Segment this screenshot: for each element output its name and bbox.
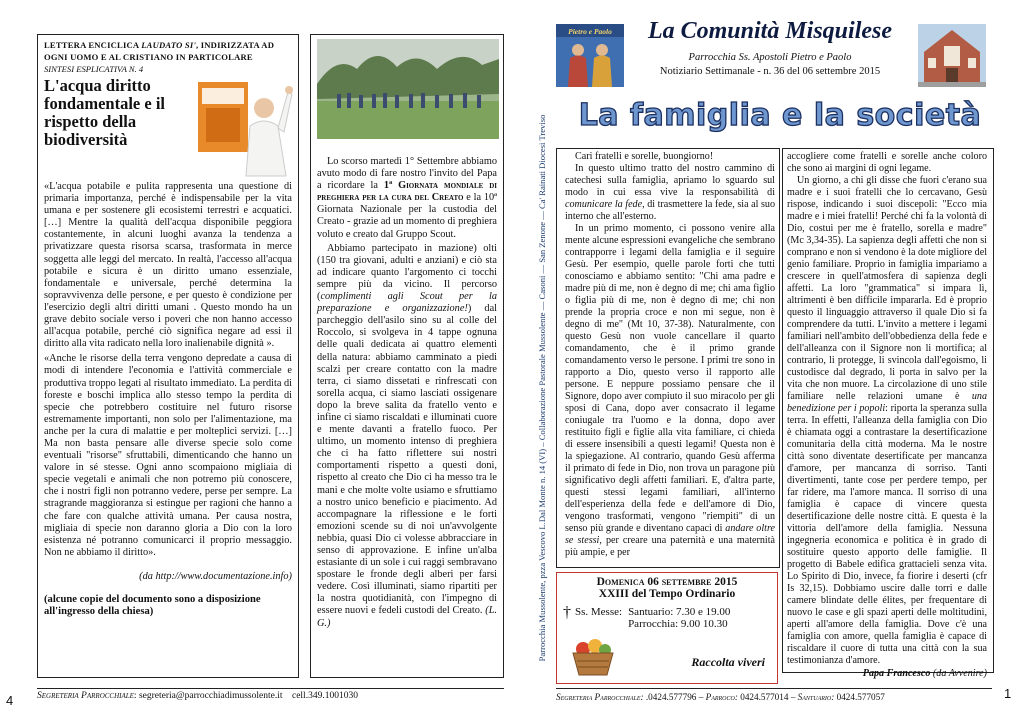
parroco-phone: 0424.577014 bbox=[740, 692, 789, 702]
church-photo bbox=[918, 24, 986, 87]
mass-parrocchia: Parrocchia: 9.00 10.30 bbox=[628, 618, 728, 630]
catechesis-paragraph: Un giorno, a chi gli disse che fuori c'erano sua madre e i suoi fratelli che lo cercavano, Gesù rispose, indicando i suoi discepoli: "Ecco mia madre e i miei fratelli! Perché chi fa la volontà di Dio, costui per me è fratello, sorella e madre" (Mc 3,34-35). La sapienza degli affetti che non si comprano e non si vendono è la dote migliore del genio familiare. Proprio in famiglia impariamo a crescere in quell'atmosfera di sapienza degli affetti. La loro "grammatica" si impara lì, altrimenti è ben difficile impararla. Ed è proprio questo il linguaggio attraverso il quale Dio si fa comprendere da tutti. L'invito a mettere i legami familiari nell'ambito dell'obbedienza della fede e dell'alleanza con il Signore non li mortifica; al contrario, li protegge, li svincola dall'egoismo, li custodisce dal degrado, li porta in salvo per la vita che non muore. La circolazione di uno stile familiare nelle relazioni umane è una benedizione per i popoli: riporta la speranza sulla terra. In effetti, l'alleanza della famiglia con Dio è chiamata oggi a contrastare la desertificazione comunitaria della città moderna. Ma le nostre città sono diventate desertificate per mancanza d'amore, per mancanza di sorriso. Tanti divertimenti, tante cose per perdere tempo, per far ridere, ma l'amore manca. Il sorriso di una famiglia è capace di vincere questa desertificazione delle nostre città. E questa è la vittoria dell'amore della famiglia. Nessuna ingegneria economica e politica è in grado di sostituire questo apporto delle famiglie. Il progetto di Babele edifica grattacieli senza vita. Lo Spirito di Dio, invece, fa fiorire i deserti (cfr Is 32,15). Dobbiamo uscire dalle torri e dalle camere blindate delle élites, per frequentare di nuovo le case e gli spazi aperti delle moltitudini, aperti all'amore della famiglia. Dove c'è una famiglia con amore, quella famiglia è capace di riscaldare il cuore di tutta una città con la sua testimonianza d'amore. bbox=[787, 175, 987, 666]
parish-vertical-strip: Parrocchia Mussolente, pzza Vescovo L.Dal Monte n. 14 (VI) – Collaborazione Pastorale Mussolente — Casoni — San Zenone — Ca' Rainati Diocesi Treviso bbox=[537, 114, 547, 661]
scout-article-column bbox=[310, 34, 504, 678]
scout-article-body bbox=[317, 156, 497, 630]
encyclical-headline: L'acqua diritto fondamentale e il rispetto della biodiversità bbox=[44, 76, 165, 149]
encyclical-body bbox=[44, 181, 292, 559]
scout-article-paragraph: Abbiamo partecipato in mazione) olti (150 tra giovani, adulti e anziani) e ciò sta ad indicare quanto l'argomento ci tocchi sempre più da vicino. Il percorso (complimenti agli Scout per la preparazione e organizzazione!) dal parcheggio dell'asilo sino su al colle del Roccolo, si svolgeva in 4 tappe ognuna delle quali dedicata ai quattro elementi della natura: abbiamo camminato a piedi scalzi per creare contatto con la madre terra, ci siamo dissetati e rinfrescati con sorella acqua, ci siamo lasciati ossigenare dopo la breve salita da fratello vento e infine ci siamo riscaldati e illuminati cuore e mente davanti a fratello fuoco. Per ultimo, un momento intenso di preghiera che ci ha fatto riflettere sui nostri comportamenti rispetto a questi doni, rispetto al creato che Dio ci ha messo tra le mani e che molte volte usiamo e sfruttiamo a nostro unico beneficio e piacimento. Ad accompagnare la riflessione e le forti emozioni scende su di noi un'avvolgente nebbia, quasi Dio ci volesse abbracciare in senso di approvazione. E infine un'alba estasiante di un sole i cui raggi sembravano spostare le fronde degli alberi per farsi vedere. Così illuminati, siamo ripartiti per la nostra quotidianità, con l'impegno di essere nuovi e fedeli custodi del Creato. (L. G.) bbox=[317, 242, 497, 629]
encyclical-sub: SINTESI ESPLICATIVA N. 4 bbox=[44, 64, 144, 74]
catechesis-paragraph: Cari fratelli e sorelle, buongiorno! bbox=[575, 151, 714, 162]
encyclical-paragraph: «Anche le risorse della terra vengono depredate a causa di modi di intendere l'economia e l'attività commerciale e produttiva troppo legati al risultato immediato. La perdita di foreste e boschi implica allo stesso tempo la perdita di specie che potrebbero costituire nel futuro risorse estremamente importanti, non solo per l'alimentazione, ma anche per la cura di malattie e per molteplici servizi. […] Ma non basta pensare alle diverse specie solo come eventuali "risorse" sfruttabili, dimenticando che hanno un valore in sé stesse. Ogni anno scompaiono migliaia di specie vegetali e animali che non potremo più conoscere, che i nostri figli non potranno vedere, perse per sempre. La stragrande maggioranza si estingue per ragioni che hanno a che fare con qualche attività umana. Per causa nostra, migliaia di specie non daranno gloria a Dio con la loro esistenza né potranno comunicarci il proprio messaggio. Non ne abbiamo il diritto». bbox=[44, 353, 292, 558]
masthead-parish: Parrocchia Ss. Apostoli Pietro e Paolo bbox=[688, 52, 852, 63]
scout-gathering-photo bbox=[317, 39, 499, 139]
mass-santuario: Santuario: 7.30 e 19.00 bbox=[628, 606, 731, 618]
cross-icon: † bbox=[563, 604, 571, 621]
saints-peter-paul-logo bbox=[556, 24, 624, 87]
right-footer: Segreteria Parrocchiale: .0424.577796 – Parroco: 0424.577014 – Santuario: 0424.577057 bbox=[556, 688, 992, 702]
catechesis-paragraph: In un primo momento, ci possono venire alla mente alcune espressioni evangeliche che sembrano contrapporre i legami della famiglia e il seguire Gesù. Per esempio, quelle parole forti che tutti conosciamo e abbiamo sentito: "Chi ama padre e madre più di me, non è degno di me; chi ama figlio o figlia più di me, non è degno di me; chi non prende la propria croce e non mi segue, non è degno di me" (Mt 10, 37-38). Naturalmente, con questo Gesù non vuole cancellare il quarto comandamento, che è il primo grande comandamento verso le persone. I primi tre sono in rapporto a Dio, questo verso il rapporto alle persone. E neppure possiamo pensare che il Signore, dopo aver compiuto il suo miracolo per gli sposi di Cana, dopo aver consacrato il legame coniugale tra l'uomo e la donna, dopo aver restituito figli e figlie alla vita familiare, ci chieda di essere insensibili a questi legami! Questa non è la spiegazione. Al contrario, quando Gesù afferma il primato di fede in Dio, non trova un paragone più significativo degli affetti familiari. E, d'altra parte, questi stessi legami familiari, all'interno dell'esperienza della fede e dell'amore di Dio, vengono trasformati, vengono "riempiti" di un senso più grande e diventano capaci di andare oltre se stessi, per creare una paternità e una maternità più ampie, e per bbox=[565, 223, 775, 558]
sunday-liturgy: XXIII del Tempo Ordinario bbox=[598, 588, 736, 600]
signature bbox=[787, 668, 987, 679]
pope-laudato-si-image bbox=[198, 78, 293, 176]
sunday-info-box bbox=[556, 572, 778, 684]
encyclical-kicker: LETTERA ENCICLICA LAUDATO SI', INDIRIZZATA AD OGNI UOMO E AL CRISTIANO IN PARTICOLARE bbox=[44, 40, 275, 62]
sunday-date: Domenica 06 settembre 2015 bbox=[596, 576, 738, 588]
encyclical-title: LAUDATO SI' bbox=[141, 40, 197, 50]
encyclical-column bbox=[37, 34, 299, 678]
left-footer: Segreteria Parrocchiale: segreteria@parrocchiadimussolente.it cell.349.1001030 bbox=[37, 688, 504, 701]
mass-label: Ss. Messe: bbox=[575, 606, 623, 618]
signature-name: Papa Francesco bbox=[862, 668, 931, 679]
mass-times bbox=[563, 606, 771, 630]
logo-text: Pietro e Paolo bbox=[568, 27, 612, 36]
segreteria-phone: .0424.577796 bbox=[645, 692, 697, 702]
encyclical-paragraph: «L'acqua potabile e pulita rappresenta una questione di primaria importanza, perché è indispensabile per la vita umana e per sostenere gli ecosistemi terrestri e acquatici. […] Mentre la qualità dell'acqua disponibile peggiora costantemente, in alcuni luoghi avanza la tendenza a privatizzare questa risorsa scarsa, trasformata in merce soggetta alle leggi del mercato. In realtà, l'accesso all'acqua potabile e sicura è un diritto umano essenziale, fondamentale e universale, perché determina la sopravvivenza delle persone, e per questo è condizione per l'esercizio degli altri diritti umani . Questo mondo ha un grave debito sociale verso i poveri che non hanno accesso all'acqua potabile, perché ciò significa negare ad essi il diritto alla vita radicato nella loro inalienabile dignità ». bbox=[44, 181, 292, 350]
footer-cell: cell.349.1001030 bbox=[291, 691, 358, 701]
masthead-title: La Comunità Misquilese bbox=[647, 18, 893, 44]
catechesis-paragraph: accogliere come fratelli e sorelle anche coloro che sono ai margini di ogni legame. bbox=[787, 151, 987, 174]
footer-email[interactable]: segreteria@parrocchiadimussolente.it bbox=[138, 691, 283, 701]
article-big-title: La famiglia e la società bbox=[578, 98, 982, 133]
catechesis-paragraph: In questo ultimo tratto del nostro cammino di catechesi sulla famiglia, apriamo lo sguardo sul modo in cui essa vive la responsabilità di comunicare la fede, di trasmettere la fede, sia al suo interno che all'esterno. bbox=[565, 163, 776, 222]
signature-source: (da Avvenire) bbox=[932, 668, 987, 679]
masthead-issue: Notiziario Settimanale - n. 36 del 06 settembre 2015 bbox=[659, 66, 881, 77]
santuario-phone: 0424.577057 bbox=[836, 692, 885, 702]
scout-article-paragraph: Lo scorso martedì 1° Settembre abbiamo avuto modo di fare nostro l'invito del Papa a ricordare la 1ª Giornata mondiale di preghiera per la cura del Creato e la 10ª Giornata Nazionale per la custodia del Creato - grazie ad un momento di preghiera voluto e creato dal Gruppo Scout. bbox=[317, 156, 497, 240]
copies-note: (alcune copie del documento sono a disposizione all'ingresso della chiesa) bbox=[44, 593, 261, 617]
catechesis-column-left bbox=[556, 148, 780, 568]
raccolta-viveri: Raccolta viveri bbox=[691, 655, 765, 669]
encyclical-source: (da http://www.documentazione.info) bbox=[139, 570, 292, 582]
catechesis-column-right bbox=[782, 148, 994, 679]
left-page-number: 4 bbox=[6, 693, 14, 708]
footer-segreteria-label: Segreteria Parrocchiale bbox=[37, 691, 134, 701]
food-basket-icon bbox=[569, 635, 617, 677]
right-page-number: 1 bbox=[1004, 686, 1012, 701]
